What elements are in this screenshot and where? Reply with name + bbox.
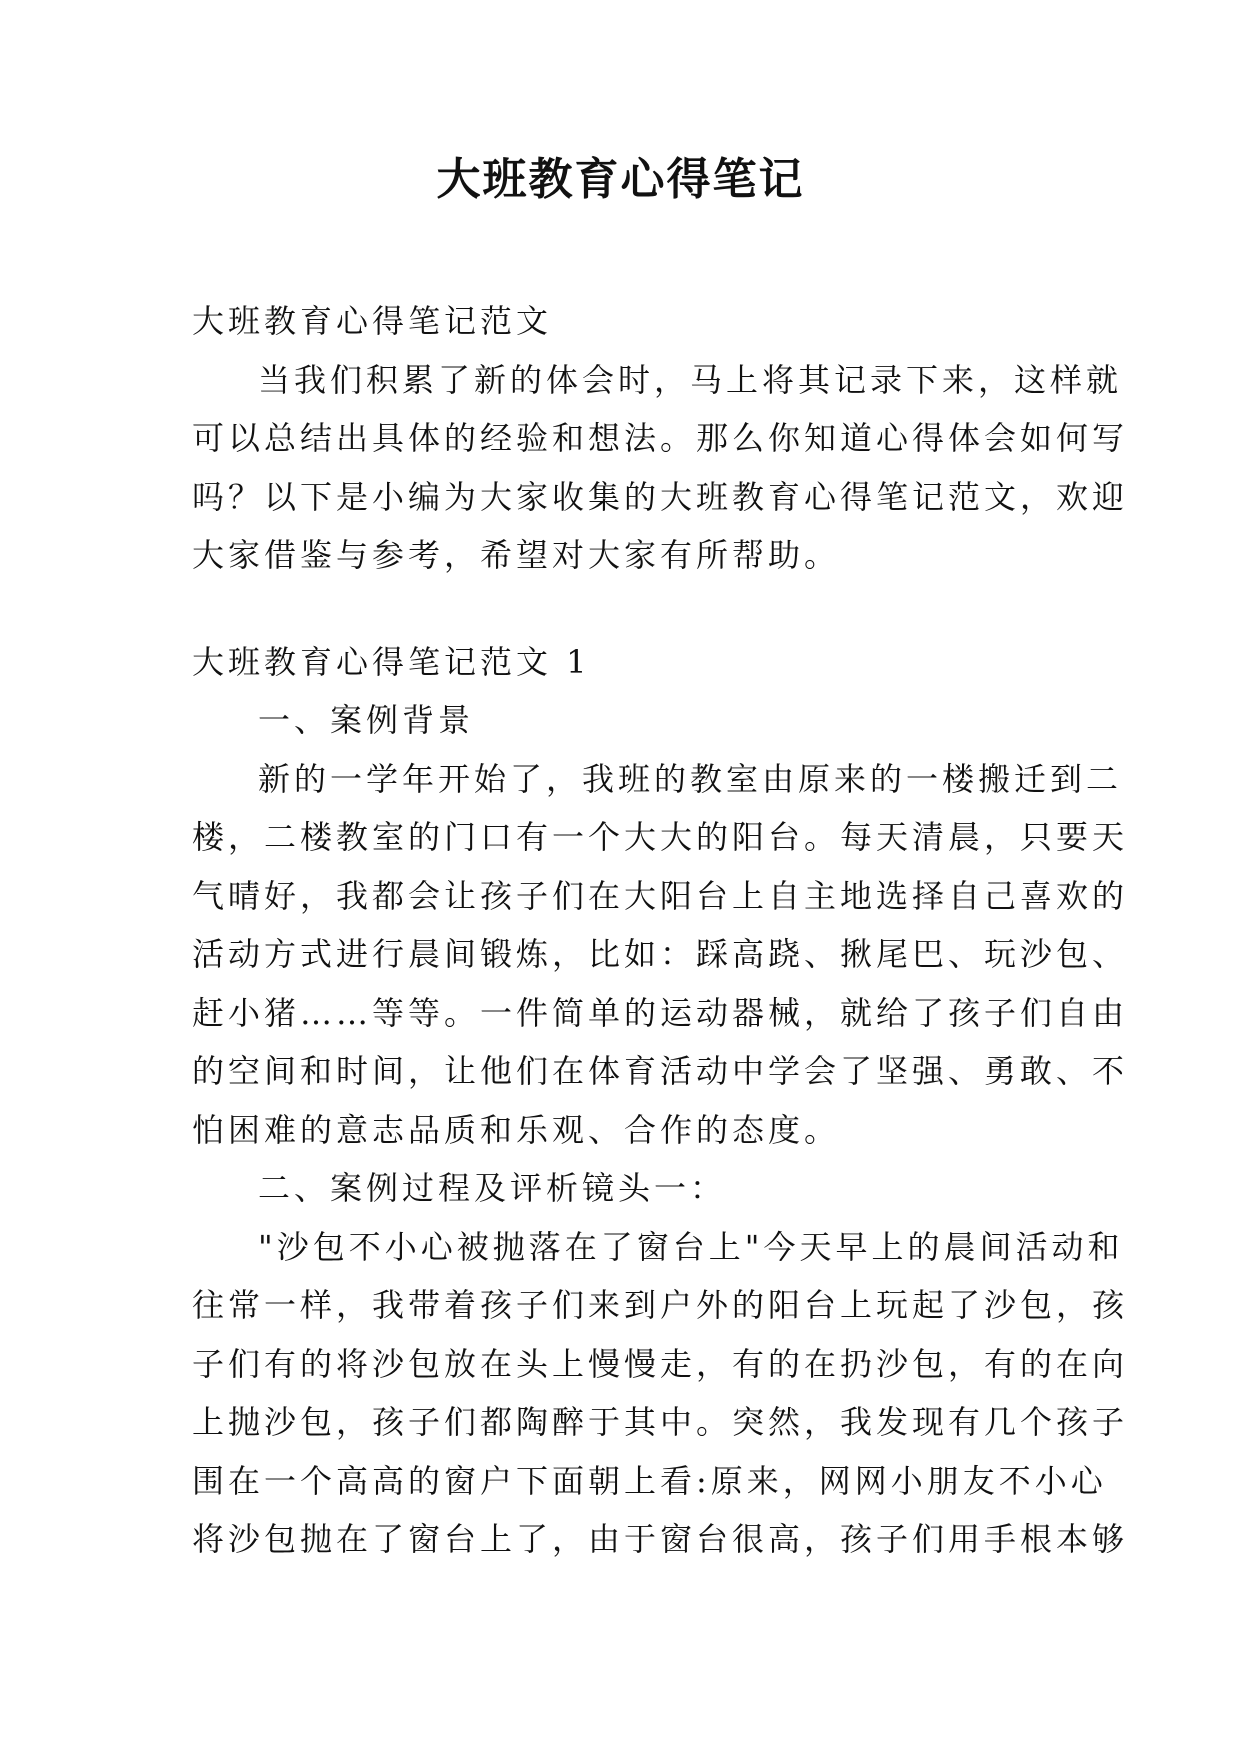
section-spacer bbox=[192, 585, 1072, 633]
case-process-line: 上抛沙包，孩子们都陶醉于其中。突然，我发现有几个孩子 bbox=[192, 1403, 1129, 1441]
case-process-line: 围在一个高高的窗户下面朝上看:原来，网网小朋友不小心 bbox=[192, 1461, 1107, 1500]
intro-paragraph-line: 大家借鉴与参考，希望对大家有所帮助。 bbox=[192, 536, 841, 574]
case-background-line: 怕困难的意志品质和乐观、合作的态度。 bbox=[192, 1110, 841, 1149]
case-process-line: 子们有的将沙包放在头上慢慢走，有的在扔沙包，有的在向 bbox=[192, 1344, 1129, 1383]
case-process-line: 将沙包抛在了窗台上了，由于窗台很高，孩子们用手根本够 bbox=[192, 1520, 1129, 1558]
case-process-line: "沙包不小心被抛落在了窗台上"今天早上的晨间活动和 bbox=[258, 1227, 1124, 1266]
case-background-line: 赶小猪……等等。一件简单的运动器械，就给了孩子们自由 bbox=[192, 993, 1129, 1032]
intro-paragraph-line: 可以总结出具体的经验和想法。那么你知道心得体会如何写 bbox=[192, 419, 1129, 457]
case-background-line: 新的一学年开始了，我班的教室由原来的一楼搬迁到二 bbox=[258, 759, 1123, 798]
case-background-line: 活动方式进行晨间锻炼，比如：踩高跷、揪尾巴、玩沙包、 bbox=[192, 935, 1129, 973]
case-process-line: 往常一样，我带着孩子们来到户外的阳台上玩起了沙包，孩 bbox=[192, 1286, 1129, 1324]
case-background-line: 的空间和时间，让他们在体育活动中学会了坚强、勇敢、不 bbox=[192, 1052, 1129, 1090]
case-process-heading: 二、案例过程及评析镜头一： bbox=[258, 1169, 727, 1207]
intro-heading: 大班教育心得笔记范文 bbox=[192, 302, 553, 340]
intro-paragraph-line: 吗？以下是小编为大家收集的大班教育心得笔记范文，欢迎 bbox=[192, 477, 1129, 516]
case-background-heading: 一、案例背景 bbox=[258, 701, 475, 739]
intro-paragraph-line: 当我们积累了新的体会时，马上将其记录下来，这样就 bbox=[258, 360, 1123, 399]
document-body bbox=[192, 292, 1129, 1569]
section-heading: 大班教育心得笔记范文 1 bbox=[192, 642, 591, 681]
case-background-line: 楼，二楼教室的门口有一个大大的阳台。每天清晨，只要天 bbox=[192, 818, 1129, 856]
document-title: 大班教育心得笔记 bbox=[436, 154, 805, 205]
case-background-line: 气晴好，我都会让孩子们在大阳台上自主地选择自己喜欢的 bbox=[192, 876, 1129, 915]
